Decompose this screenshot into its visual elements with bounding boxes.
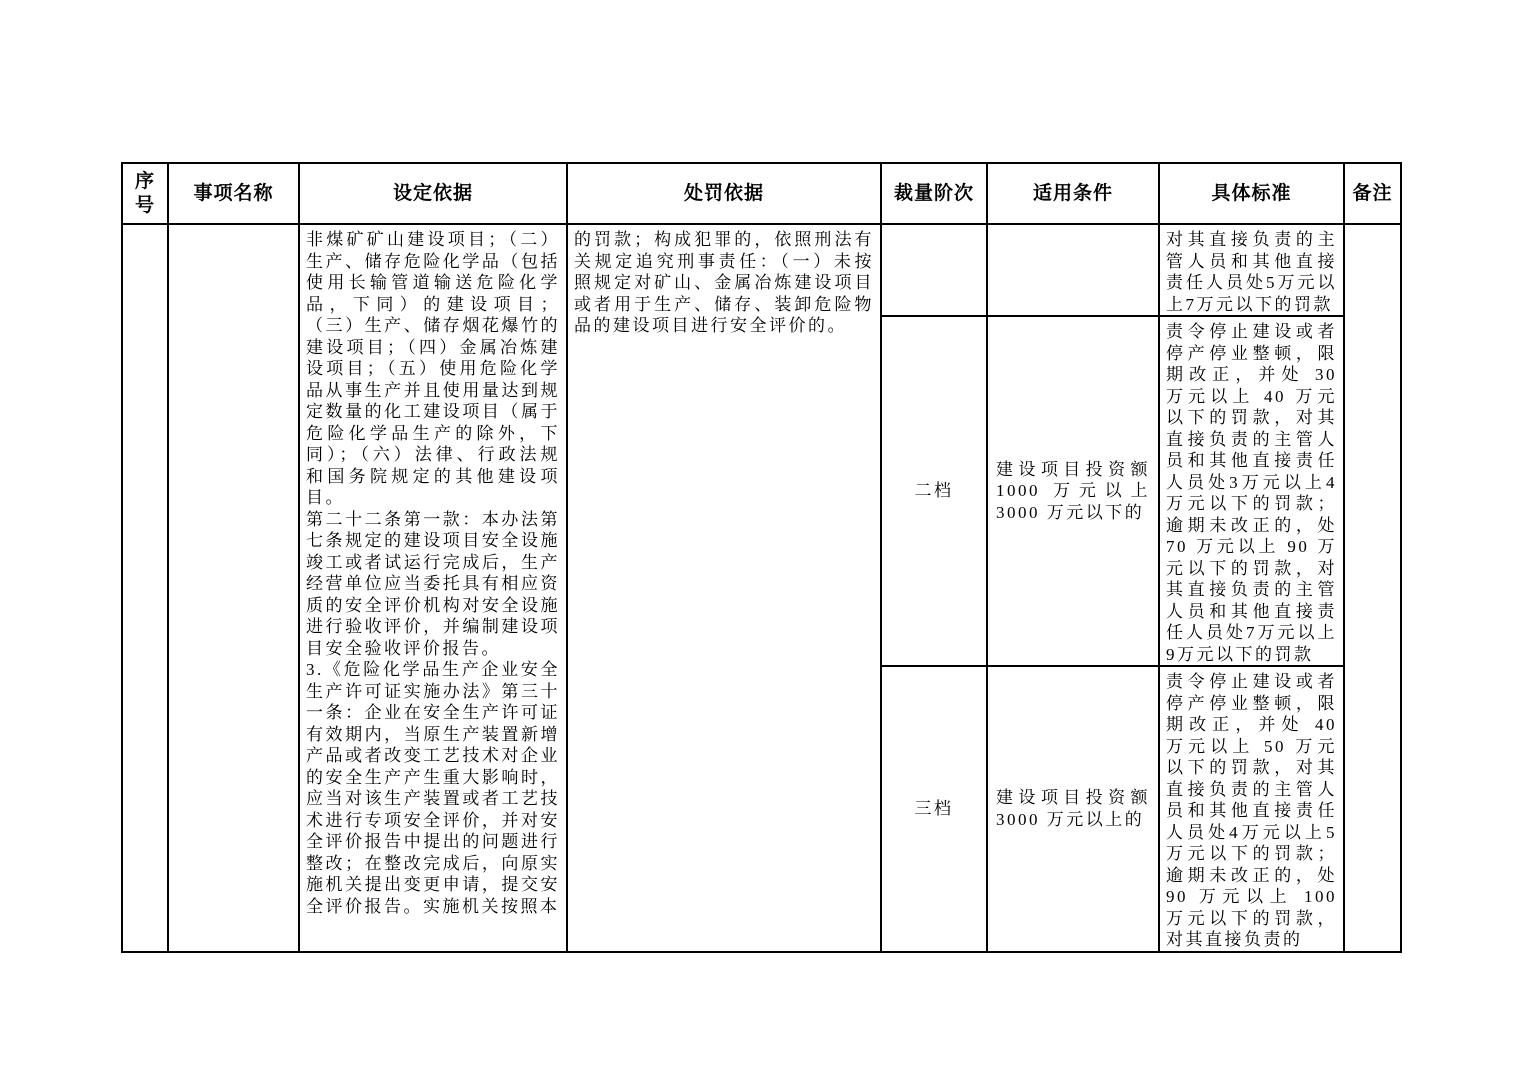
header-xuhao: 序号 [122,163,168,224]
cell-condition-1 [987,224,1159,316]
cell-standard-1: 对其直接负责的主管人员和其他直接责任人员处5万元以上7万元以下的罚款 [1159,224,1344,316]
cell-sheding-yiju [299,224,567,952]
cell-tier-3: 三档 [881,666,987,952]
cell-standard-3: 责令停止建设或者停产停业整顿，限期改正，并处 40 万元以上 50 万元以下的罚款，对其直接负责的主管人员和其他直接责任人员处4万元以上5万元以下的罚款；逾期未改正的，处 90 万元以上 100 万元以下的罚款，对其直接负责的 [1159,666,1344,952]
header-shixiang-mingcheng: 事项名称 [168,163,299,224]
header-sheding-yiju: 设定依据 [299,163,567,224]
header-cailiang-jieci: 裁量阶次 [881,163,987,224]
cell-condition-3: 建设项目投资额 3000 万元以上的 [987,666,1159,952]
header-row [122,163,1401,224]
header-juti-biaozhun: 具体标准 [1159,163,1344,224]
cell-chufa-yiju [567,224,881,952]
penalty-discretion-table [121,162,1402,953]
sheding-yiju-paragraph-2: 第二十二条第一款：本办法第七条规定的建设项目安全设施竣工或者试运行完成后，生产经营单位应当委托具有相应资质的安全评价机构对安全设施进行验收评价，并编制建设项目安全验收评价报告。 [306,509,560,658]
sheding-yiju-paragraph-3: 3.《危险化学品生产企业安全生产许可证实施办法》第三十一条：企业在安全生产许可证有效期内，当原生产装置新增产品或者改变工艺技术对企业的安全生产产生重大影响时，应当对该生产装置或者工艺技术进行专项安全评价，并对安全评价报告中提出的问题进行整改；在整改完成后，向原实施机关提出变更申请，提交安全评价报告。实施机关按照本 [306,660,560,916]
cell-tier-2: 二档 [881,316,987,666]
header-chufa-yiju: 处罚依据 [567,163,881,224]
header-beizhu: 备注 [1344,163,1401,224]
header-shiyong-tiaojian: 适用条件 [987,163,1159,224]
table-row [122,224,1401,316]
cell-xuhao [122,224,168,952]
sheding-yiju-paragraph-1: 非煤矿矿山建设项目；（二）生产、储存危险化学品（包括使用长输管道输送危险化学品，下同）的建设项目；（三）生产、储存烟花爆竹的建设项目；（四）金属冶炼建设项目；（五）使用危险化学品从事生产并且使用量达到规定数量的化工建设项目（属于危险化学品生产的除外，下同）；（六）法律、行政法规和国务院规定的其他建设项目。 [306,230,560,507]
cell-beizhu [1344,224,1401,952]
cell-standard-2: 责令停止建设或者停产停业整顿，限期改正，并处 30 万元以上 40 万元以下的罚款，对其直接负责的主管人员和其他直接责任人员处3万元以上4万元以下的罚款；逾期未改正的，处 70 万元以上 90 万元以下的罚款，对其直接负责的主管人员和其他直接责任人员处7万元以上9万元以下的罚款 [1159,316,1344,666]
cell-shixiang-mingcheng [168,224,299,952]
cell-tier-1 [881,224,987,316]
chufa-yiju-paragraph: 的罚款；构成犯罪的，依照刑法有关规定追究刑事责任：（一）未按照规定对矿山、金属冶炼建设项目或者用于生产、储存、装卸危险物品的建设项目进行安全评价的。 [574,230,874,335]
cell-condition-2: 建设项目投资额 1000 万元以上 3000 万元以下的 [987,316,1159,666]
